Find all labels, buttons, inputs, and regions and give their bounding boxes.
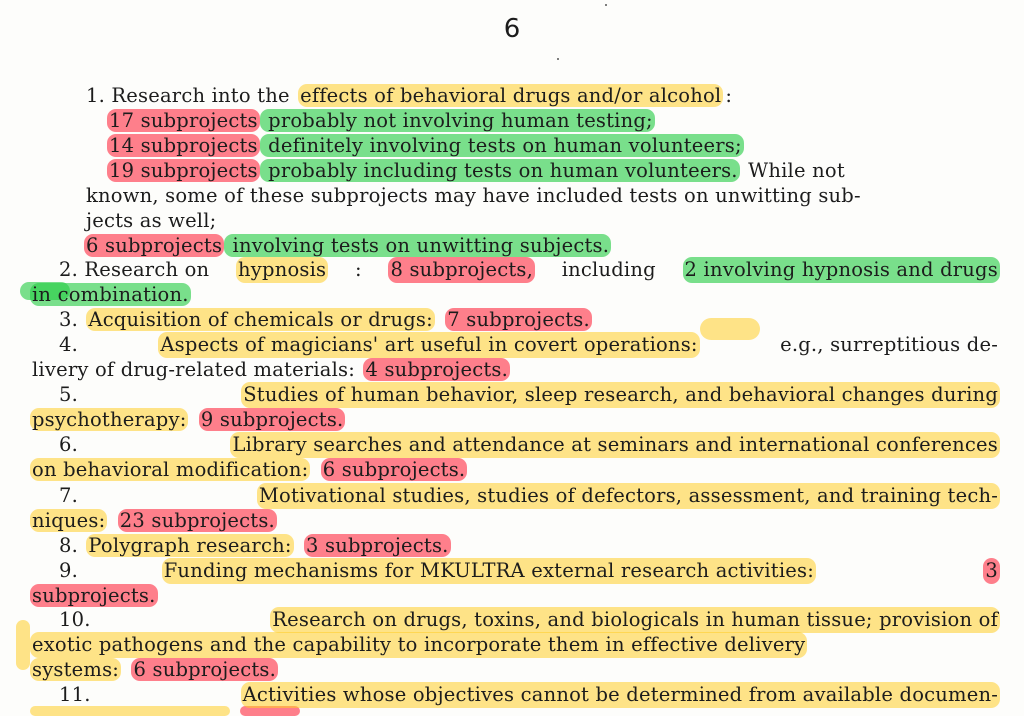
text-run: [188, 408, 198, 431]
text-run: 6.: [59, 433, 79, 456]
highlighted-text: 8 subprojects,: [390, 258, 534, 281]
text-run: [310, 458, 320, 481]
text-line: [30, 632, 1000, 658]
highlighted-text: 17 subprojects: [109, 109, 258, 132]
text-run: [107, 509, 117, 532]
text-run: including: [561, 258, 656, 281]
highlighted-text: 4 subprojects.: [365, 358, 508, 381]
highlighted-text: 3 subprojects.: [306, 534, 449, 557]
highlighted-text: systems:: [32, 658, 120, 681]
text-line: [57, 558, 1000, 584]
highlighted-text: 6 subprojects.: [133, 658, 277, 681]
text-line: [30, 657, 278, 683]
text-run: [898, 558, 902, 584]
highlighted-text: 3: [985, 559, 998, 582]
text-run: 7.: [59, 484, 79, 507]
text-run: :: [725, 84, 733, 107]
highlighted-text: Studies of human behavior, sleep research, and behavioral changes during: [243, 383, 998, 406]
text-line: [57, 307, 592, 333]
text-line: [57, 533, 451, 559]
text-line: [107, 108, 655, 134]
text-run: 3.: [59, 308, 85, 331]
text-run: 1. Research into the: [86, 84, 297, 107]
highlighted-text: Polygraph research:: [88, 534, 292, 557]
highlighted-text: Motivational studies, studies of defectors, assessment, and training tech-: [258, 484, 998, 507]
text-line: [57, 382, 1000, 408]
highlighted-text: on behavioral modification:: [32, 458, 309, 481]
text-run: [294, 534, 304, 557]
page-number: 6: [503, 14, 521, 44]
highlighted-text: effects of behavioral drugs and/or alcohol: [300, 84, 722, 107]
text-run: :: [354, 258, 362, 281]
text-line: [57, 432, 1000, 458]
speck: [557, 58, 559, 60]
text-line: [84, 208, 218, 234]
highlighted-text: Activities whose objectives cannot be determined from available documen-: [242, 683, 998, 706]
highlighted-text: niques:: [32, 509, 106, 532]
highlighted-text: psychotherapy:: [32, 408, 187, 431]
text-line: [57, 332, 1000, 358]
highlighted-text: 7 subprojects.: [447, 308, 590, 331]
text-line: [57, 682, 1000, 708]
text-run: 8.: [59, 534, 85, 557]
text-line: [57, 483, 1000, 509]
highlighted-text: 2 involving hypnosis and drugs: [684, 258, 998, 281]
text-line: [30, 282, 191, 308]
highlighted-text: 23 subprojects.: [119, 509, 275, 532]
text-line: [84, 83, 734, 109]
text-line: [107, 158, 847, 184]
highlighted-text: involving tests on unwitting subjects.: [226, 234, 610, 257]
highlighted-text: Acquisition of chemicals or drugs:: [88, 308, 433, 331]
marker-stroke: [16, 620, 30, 670]
text-run: 10.: [59, 608, 91, 631]
highlighted-text: Funding mechanisms for MKULTRA external research activities:: [163, 559, 814, 582]
highlighted-text: probably including tests on human volunteers.: [261, 159, 738, 182]
text-line: [30, 457, 467, 483]
text-line: [30, 583, 158, 609]
highlighted-text: 6 subprojects: [86, 234, 223, 257]
highlighted-text: exotic pathogens and the capability to incorporate them in effective delivery: [32, 633, 806, 656]
text-line: [57, 607, 1000, 633]
text-line: [30, 508, 277, 534]
highlighted-text: hypnosis: [238, 258, 327, 281]
highlighted-text: 14 subprojects: [109, 134, 258, 157]
text-line: [84, 183, 1000, 209]
highlighted-text: 9 subprojects.: [200, 408, 344, 431]
highlighted-text: in combination.: [32, 283, 189, 306]
text-run: [435, 308, 445, 331]
text-run: livery of drug-related materials:: [32, 358, 362, 381]
text-run: jects as well;: [86, 209, 217, 232]
text-run: 11.: [59, 683, 91, 706]
highlighted-text: probably not involving human testing;: [261, 109, 653, 132]
text-run: known, some of these subprojects may have included tests on unwitting sub-: [86, 184, 861, 207]
speck: [605, 4, 607, 6]
text-run: 2. Research on: [59, 258, 210, 281]
text-line: [84, 233, 611, 259]
highlighted-text: Aspects of magicians' art useful in covert operations:: [160, 333, 698, 356]
highlighted-text: Research on drugs, toxins, and biologicals in human tissue; provision of: [272, 608, 998, 631]
text-run: While not: [741, 159, 845, 182]
text-run: [121, 658, 131, 681]
highlighted-text: Library searches and attendance at seminars and international conferences: [232, 433, 998, 456]
text-run: e.g., surreptitious de-: [780, 333, 998, 356]
text-line: [57, 257, 1000, 283]
text-run: 5.: [59, 383, 79, 406]
highlighted-text: definitely involving tests on human volunteers;: [261, 134, 742, 157]
text-run: 4.: [59, 333, 79, 356]
text-line: [30, 357, 510, 383]
text-line: [30, 407, 345, 433]
highlighted-text: 6 subprojects.: [322, 458, 466, 481]
highlighted-text: 19 subprojects: [109, 159, 258, 182]
highlighted-text: subprojects.: [32, 584, 156, 607]
text-run: 9.: [59, 559, 79, 582]
text-line: [107, 133, 744, 159]
